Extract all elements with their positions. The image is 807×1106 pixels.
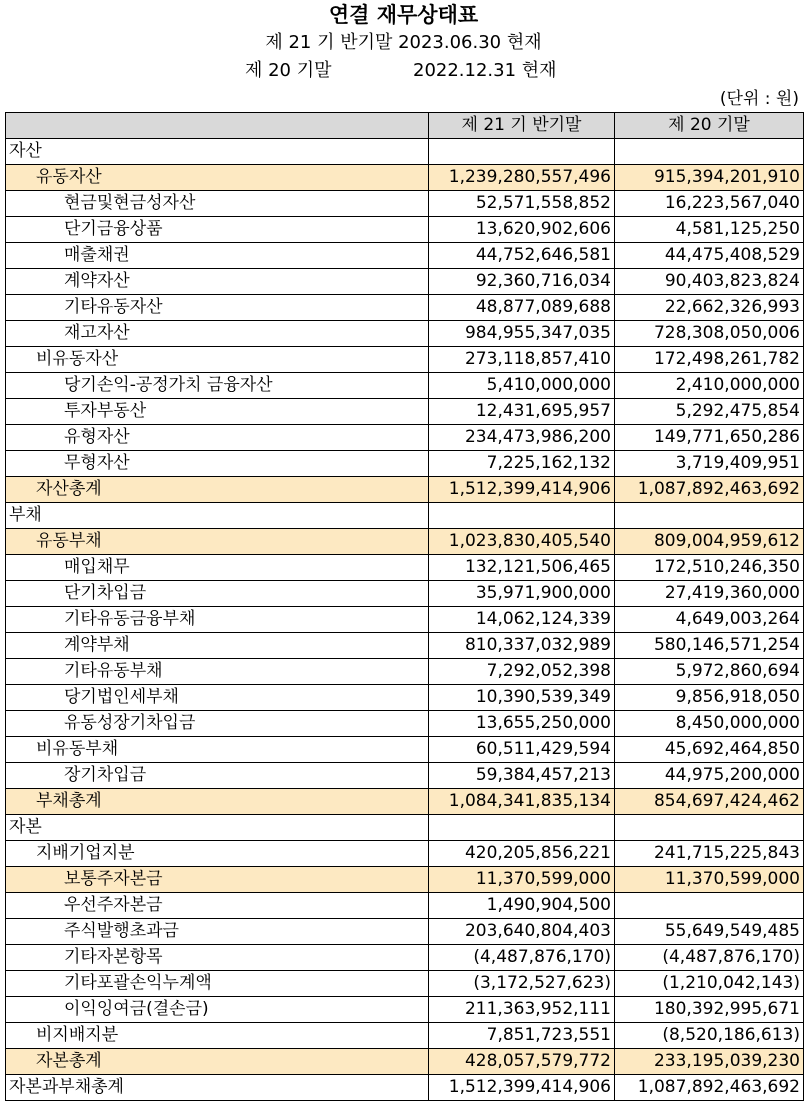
header-label <box>6 113 429 139</box>
table-row <box>6 1049 804 1075</box>
current-period-value: 420,205,856,221 <box>429 841 615 867</box>
table-row <box>6 503 804 529</box>
current-period-value: 1,512,399,414,906 <box>429 477 615 503</box>
row-label: 기타유동부채 <box>6 659 429 685</box>
prior-period-value: 9,856,918,050 <box>615 685 804 711</box>
row-label: 이익잉여금(결손금) <box>6 997 429 1023</box>
table-row <box>6 815 804 841</box>
current-period-value <box>429 815 615 841</box>
table-row <box>6 477 804 503</box>
current-period-value: (3,172,527,623) <box>429 971 615 997</box>
header-current-period: 제 21 기 반기말 <box>429 113 615 139</box>
current-period-value: 234,473,986,200 <box>429 425 615 451</box>
prior-period-value: (8,520,186,613) <box>615 1023 804 1049</box>
row-label: 투자부동산 <box>6 399 429 425</box>
prior-period-value: (4,487,876,170) <box>615 945 804 971</box>
table-row <box>6 243 804 269</box>
table-row <box>6 659 804 685</box>
table-row <box>6 347 804 373</box>
prior-period-value: 3,719,409,951 <box>615 451 804 477</box>
table-row <box>6 633 804 659</box>
table-row <box>6 529 804 555</box>
prior-period-value: 241,715,225,843 <box>615 841 804 867</box>
row-label: 재고자산 <box>6 321 429 347</box>
table-row <box>6 1075 804 1101</box>
table-row <box>6 217 804 243</box>
table-row <box>6 399 804 425</box>
current-period-value: 273,118,857,410 <box>429 347 615 373</box>
row-label: 보통주자본금 <box>6 867 429 893</box>
prior-period-value: 55,649,549,485 <box>615 919 804 945</box>
current-period-value: 1,490,904,500 <box>429 893 615 919</box>
prior-period-value: 809,004,959,612 <box>615 529 804 555</box>
row-label: 계약자산 <box>6 269 429 295</box>
table-row <box>6 1023 804 1049</box>
row-label: 매입채무 <box>6 555 429 581</box>
prior-period-value <box>615 893 804 919</box>
table-row <box>6 451 804 477</box>
prior-period-value <box>615 503 804 529</box>
table-row <box>6 425 804 451</box>
row-label: 지배기업지분 <box>6 841 429 867</box>
current-period-value: 132,121,506,465 <box>429 555 615 581</box>
current-period-value: 14,062,124,339 <box>429 607 615 633</box>
current-period-value: 984,955,347,035 <box>429 321 615 347</box>
prior-period-value: 11,370,599,000 <box>615 867 804 893</box>
current-period-value: (4,487,876,170) <box>429 945 615 971</box>
row-label: 기타자본항목 <box>6 945 429 971</box>
current-period-value: 5,410,000,000 <box>429 373 615 399</box>
table-row <box>6 373 804 399</box>
prior-period-value: 5,292,475,854 <box>615 399 804 425</box>
prior-period-value: 45,692,464,850 <box>615 737 804 763</box>
row-label: 당기법인세부채 <box>6 685 429 711</box>
row-label: 무형자산 <box>6 451 429 477</box>
current-period-value <box>429 139 615 165</box>
prior-period-date: 2022.12.31 현재 <box>413 60 557 81</box>
prior-period-value <box>615 815 804 841</box>
row-label: 현금및현금성자산 <box>6 191 429 217</box>
prior-period-value: 27,419,360,000 <box>615 581 804 607</box>
table-row <box>6 737 804 763</box>
row-label: 단기차입금 <box>6 581 429 607</box>
prior-period-value: 172,498,261,782 <box>615 347 804 373</box>
current-period-value: 1,023,830,405,540 <box>429 529 615 555</box>
statement-title: 연결 재무상태표 <box>328 3 479 27</box>
prior-period-value: (1,210,042,143) <box>615 971 804 997</box>
row-label: 단기금융상품 <box>6 217 429 243</box>
table-row <box>6 919 804 945</box>
balance-sheet-table <box>5 112 804 1101</box>
current-period-value: 48,877,089,688 <box>429 295 615 321</box>
table-row <box>6 191 804 217</box>
row-label: 계약부채 <box>6 633 429 659</box>
current-period-value: 1,239,280,557,496 <box>429 165 615 191</box>
prior-period-value: 728,308,050,006 <box>615 321 804 347</box>
current-period-value: 1,512,399,414,906 <box>429 1075 615 1101</box>
header-row <box>6 113 804 139</box>
current-period-value: 35,971,900,000 <box>429 581 615 607</box>
table-row <box>6 997 804 1023</box>
prior-period-label: 제 20 기말 <box>245 60 332 81</box>
current-period-value: 59,384,457,213 <box>429 763 615 789</box>
table-row <box>6 165 804 191</box>
table-row <box>6 841 804 867</box>
table-row <box>6 867 804 893</box>
table-row <box>6 763 804 789</box>
prior-period-value: 5,972,860,694 <box>615 659 804 685</box>
table-row <box>6 139 804 165</box>
prior-period-value: 1,087,892,463,692 <box>615 1075 804 1101</box>
current-period-value <box>429 503 615 529</box>
header-prior-period: 제 20 기말 <box>615 113 804 139</box>
row-label: 유동성장기차입금 <box>6 711 429 737</box>
row-label: 유형자산 <box>6 425 429 451</box>
current-period-value: 60,511,429,594 <box>429 737 615 763</box>
row-label: 부채 <box>6 503 429 529</box>
row-label: 자본과부채총계 <box>6 1075 429 1101</box>
row-label: 비유동자산 <box>6 347 429 373</box>
prior-period-value: 44,475,408,529 <box>615 243 804 269</box>
prior-period-value: 90,403,823,824 <box>615 269 804 295</box>
table-row <box>6 893 804 919</box>
prior-period-value <box>615 139 804 165</box>
prior-period-value: 580,146,571,254 <box>615 633 804 659</box>
prior-period-value: 4,581,125,250 <box>615 217 804 243</box>
row-label: 비유동부채 <box>6 737 429 763</box>
row-label: 자본 <box>6 815 429 841</box>
prior-period-value: 149,771,650,286 <box>615 425 804 451</box>
row-label: 자산총계 <box>6 477 429 503</box>
prior-period-value: 172,510,246,350 <box>615 555 804 581</box>
current-period-value: 810,337,032,989 <box>429 633 615 659</box>
table-row <box>6 269 804 295</box>
row-label: 자본총계 <box>6 1049 429 1075</box>
prior-period-value: 915,394,201,910 <box>615 165 804 191</box>
row-label: 주식발행초과금 <box>6 919 429 945</box>
current-period-value: 12,431,695,957 <box>429 399 615 425</box>
table-body <box>6 139 804 1101</box>
table-row <box>6 789 804 815</box>
current-period-value: 44,752,646,581 <box>429 243 615 269</box>
prior-period-value: 8,450,000,000 <box>615 711 804 737</box>
prior-period-value: 180,392,995,671 <box>615 997 804 1023</box>
row-label: 부채총계 <box>6 789 429 815</box>
current-period-value: 52,571,558,852 <box>429 191 615 217</box>
row-label: 유동부채 <box>6 529 429 555</box>
row-label: 기타유동금융부채 <box>6 607 429 633</box>
row-label: 기타유동자산 <box>6 295 429 321</box>
row-label: 자산 <box>6 139 429 165</box>
table-row <box>6 581 804 607</box>
current-period-value: 428,057,579,772 <box>429 1049 615 1075</box>
table-row <box>6 711 804 737</box>
prior-period-value: 4,649,003,264 <box>615 607 804 633</box>
prior-period-value: 854,697,424,462 <box>615 789 804 815</box>
prior-period-value: 1,087,892,463,692 <box>615 477 804 503</box>
current-period-value: 211,363,952,111 <box>429 997 615 1023</box>
table-row <box>6 555 804 581</box>
current-period-value: 7,225,162,132 <box>429 451 615 477</box>
prior-period-value: 233,195,039,230 <box>615 1049 804 1075</box>
prior-period-value: 16,223,567,040 <box>615 191 804 217</box>
row-label: 장기차입금 <box>6 763 429 789</box>
row-label: 유동자산 <box>6 165 429 191</box>
table-row <box>6 295 804 321</box>
unit-label: (단위 : 원) <box>719 89 799 109</box>
table-row <box>6 607 804 633</box>
prior-period-value: 2,410,000,000 <box>615 373 804 399</box>
current-period-line: 제 21 기 반기말 2023.06.30 현재 <box>265 32 542 53</box>
row-label: 기타포괄손익누계액 <box>6 971 429 997</box>
current-period-value: 7,851,723,551 <box>429 1023 615 1049</box>
current-period-value: 92,360,716,034 <box>429 269 615 295</box>
current-period-value: 1,084,341,835,134 <box>429 789 615 815</box>
table-row <box>6 321 804 347</box>
table-row <box>6 971 804 997</box>
current-period-value: 13,655,250,000 <box>429 711 615 737</box>
row-label: 매출채권 <box>6 243 429 269</box>
current-period-value: 7,292,052,398 <box>429 659 615 685</box>
current-period-value: 10,390,539,349 <box>429 685 615 711</box>
row-label: 우선주자본금 <box>6 893 429 919</box>
table-row <box>6 685 804 711</box>
prior-period-value: 22,662,326,993 <box>615 295 804 321</box>
row-label: 당기손익-공정가치 금융자산 <box>6 373 429 399</box>
current-period-value: 13,620,902,606 <box>429 217 615 243</box>
table-row <box>6 945 804 971</box>
row-label: 비지배지분 <box>6 1023 429 1049</box>
prior-period-value: 44,975,200,000 <box>615 763 804 789</box>
current-period-value: 11,370,599,000 <box>429 867 615 893</box>
current-period-value: 203,640,804,403 <box>429 919 615 945</box>
